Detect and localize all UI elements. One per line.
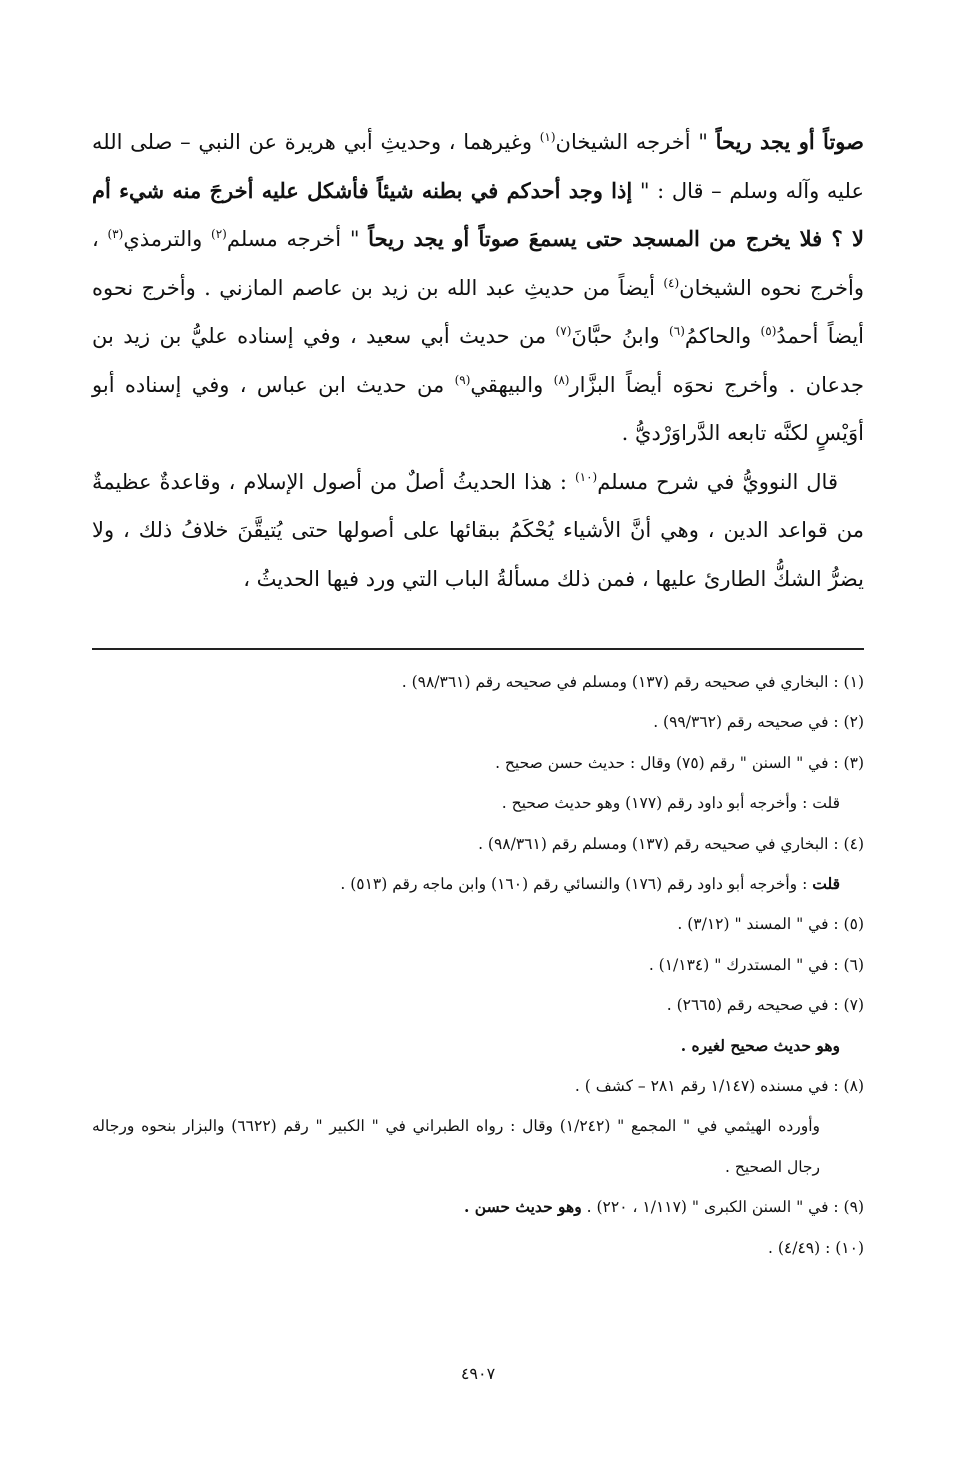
- footnote-10: (١٠) : (٤/٤٩) .: [768, 1238, 864, 1257]
- footnote-3: (٣) : في " السنن " رقم (٧٥) وقال : حديث حسن صحيح .: [495, 753, 864, 772]
- footnote-4: (٤) : البخاري في صحيحه رقم (١٣٧) ومسلم رقم (٩٨/٣٦١) .: [478, 834, 864, 853]
- footnote-1: (١) : البخاري في صحيحه رقم (١٣٧) ومسلم في صحيحه رقم (٩٨/٣٦١) .: [401, 673, 864, 691]
- note-label: قلت: [812, 874, 840, 894]
- text-run: : هذا الحديثُ أصلٌ من أصول الإسلام ، وقاعدةٌ عظيمةٌ من قواعد الدين ، وهي أنَّ الأشياء يُحْكَمُ ببقائها على أصولها حتى يُتيقَّنَ خلافُ ذلك ، ولا يضرُّ الشكُّ الطارئ عليها ، فمن ذلك مسألةُ الباب التي ورد فيها الحديثُ ،: [92, 469, 864, 591]
- text-run: قال النوويُّ في شرح مسلم: [597, 469, 838, 494]
- text-run: من حديث ابن عباس ، وفي إسناده أبو أوَيْسٍ لكنَّه تابعه الدَّراوَرْديُّ .: [92, 372, 864, 445]
- footnote-5: (٥) : في " المسند " (٣/١٢) .: [677, 915, 864, 934]
- paragraph-2: [92, 458, 864, 604]
- main-text: [92, 118, 864, 603]
- footnote-ref-4[interactable]: (٤): [663, 275, 680, 290]
- footnote-ref-9[interactable]: (٩): [454, 372, 471, 387]
- text-run: من حديث أبي سعيد ، وفي إسناده عليُّ بن زيد بن جدعان . وأخرج نحوَه أيضاً البزَّار: [92, 324, 865, 397]
- paragraph-1: [92, 118, 864, 458]
- footnotes: [92, 662, 864, 1268]
- footnote-7: (٧) : في صحيحه رقم (٢٦٦٥) .: [666, 996, 864, 1015]
- text-run: والحاكمُ: [684, 324, 761, 348]
- footnote-ref-3[interactable]: (٣): [107, 227, 124, 241]
- footnote-divider: [92, 648, 864, 650]
- footnote-9-grade: وهو حديث حسن .: [464, 1197, 582, 1217]
- footnote-ref-6[interactable]: (٦): [669, 324, 685, 338]
- footnote-4-note: [92, 864, 864, 904]
- text-run: " أخرجه الشيخان: [555, 130, 716, 154]
- page-number: ٤٩٠٧: [460, 1364, 496, 1383]
- text-run: وابنُ حبَّانَ: [571, 324, 670, 348]
- text-run: وغيرهما ، وحديثِ أبي هريرة عن النبي – صلى الله عليه وآله وسلم – قال : ": [92, 130, 864, 203]
- footnote-ref-1[interactable]: (١): [539, 130, 556, 144]
- footnote-ref-7[interactable]: (٧): [555, 324, 572, 338]
- text-run: أيضاً من حديثِ عبد الله بن زيد بن عاصم المازني . وأخرج نحوه أيضاً أحمدُ: [92, 275, 865, 348]
- footnote-8: (٨) : في مسنده (١/١٤٧ رقم ٢٨١ – كشف ) .: [574, 1077, 864, 1096]
- text-run: والبيهقي: [470, 372, 554, 397]
- footnote-9: [92, 1187, 864, 1227]
- footnote-ref-10[interactable]: (١٠): [574, 469, 598, 484]
- note-text: : وأخرجه أبو داود رقم (١٧٦) والنسائي رقم (١٦٠) وابن ماجه رقم (٥١٣) .: [340, 875, 813, 894]
- footnote-9-text: (٩) : في " السنن الكبرى " (١/١١٧ ، ٢٢٠) .: [581, 1198, 864, 1217]
- footnote-3-note: قلت : وأخرجه أبو داود رقم (١٧٧) وهو حديث صحيح .: [501, 794, 840, 813]
- footnote-8-note: وأورده الهيثمي في " المجمع " (١/٢٤٢) وقال : رواه الطبراني في " الكبير " رقم (٦٦٢٢) والبزار بنحوه ورجاله رجال الصحيح .: [92, 1117, 821, 1176]
- hadith-text-bold: إذا وجد أحدكم في بطنه شيئاً فأشكل عليه أخرجَ منه شيء أم لا ؟ فلا يخرج من المسجد حتى يسمعَ صوتاً أو يجد ريحاً: [92, 177, 864, 251]
- footnote-ref-5[interactable]: (٥): [760, 324, 777, 338]
- footnote-ref-2[interactable]: (٢): [211, 227, 227, 241]
- text-run: " أخرجه مسلم: [226, 227, 369, 251]
- hadith-text-bold: صوتاً أو يجد ريحاً: [715, 129, 864, 154]
- text-run: والترمذي: [123, 227, 212, 251]
- footnote-6: (٦) : في " المستدرك " (١/١٣٤) .: [648, 955, 864, 974]
- footnote-2: (٢) : في صحيحه رقم (٩٩/٣٦٢) .: [653, 713, 864, 732]
- footnote-7-note: وهو حديث صحيح لغيره .: [680, 1035, 840, 1055]
- footnote-ref-8[interactable]: (٨): [553, 372, 570, 387]
- text-run: ، وأخرج نحوه الشيخان: [92, 227, 864, 300]
